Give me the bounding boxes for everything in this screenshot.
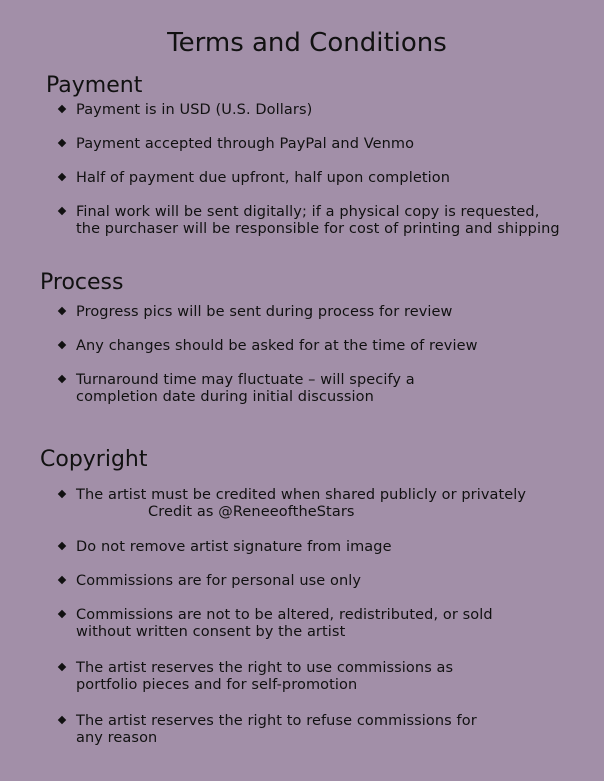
diamond-bullet-icon bbox=[58, 105, 66, 113]
diamond-bullet-icon bbox=[58, 490, 66, 498]
credit-requirement-text: The artist must be credited when shared publicly or privately bbox=[76, 487, 527, 503]
page-title: Terms and Conditions bbox=[167, 28, 447, 58]
diamond-bullet-icon bbox=[58, 610, 66, 618]
list-item-text: Payment is in USD (U.S. Dollars) bbox=[76, 102, 313, 118]
diamond-bullet-icon bbox=[58, 341, 66, 349]
diamond-bullet-icon bbox=[58, 173, 66, 181]
diamond-bullet-icon bbox=[58, 576, 66, 584]
diamond-bullet-icon bbox=[58, 207, 66, 215]
list-item-text: The artist reserves the right to refuse commissions for any reason bbox=[76, 713, 477, 746]
list-item-text bbox=[76, 487, 566, 521]
list-item-text: Commissions are not to be altered, redistributed, or sold without written consent by the artist bbox=[76, 607, 493, 640]
list-item-text: Commissions are for personal use only bbox=[76, 573, 362, 589]
list-item-text: Half of payment due upfront, half upon completion bbox=[76, 170, 451, 186]
diamond-bullet-icon bbox=[58, 542, 66, 550]
diamond-bullet-icon bbox=[58, 716, 66, 724]
section-heading-payment: Payment bbox=[46, 73, 143, 98]
list-item-text: Turnaround time may fluctuate – will specify a completion date during initial discussion bbox=[76, 372, 415, 405]
section-heading-copyright: Copyright bbox=[40, 447, 148, 472]
diamond-bullet-icon bbox=[58, 663, 66, 671]
list-item-text: Final work will be sent digitally; if a physical copy is requested, the purchaser will be responsible for cost of printing and shipping bbox=[76, 204, 560, 237]
list-item-text: Any changes should be asked for at the time of review bbox=[76, 338, 478, 354]
list-item-text: Payment accepted through PayPal and Venmo bbox=[76, 136, 415, 152]
section-heading-process: Process bbox=[40, 270, 124, 295]
credit-handle-text: Credit as @ReneeoftheStars bbox=[148, 504, 355, 520]
list-item-text: The artist reserves the right to use commissions as portfolio pieces and for self-promotion bbox=[76, 660, 454, 693]
list-item-text: Progress pics will be sent during process for review bbox=[76, 304, 453, 320]
diamond-bullet-icon bbox=[58, 307, 66, 315]
diamond-bullet-icon bbox=[58, 139, 66, 147]
diamond-bullet-icon bbox=[58, 375, 66, 383]
list-item-text: Do not remove artist signature from image bbox=[76, 539, 392, 555]
